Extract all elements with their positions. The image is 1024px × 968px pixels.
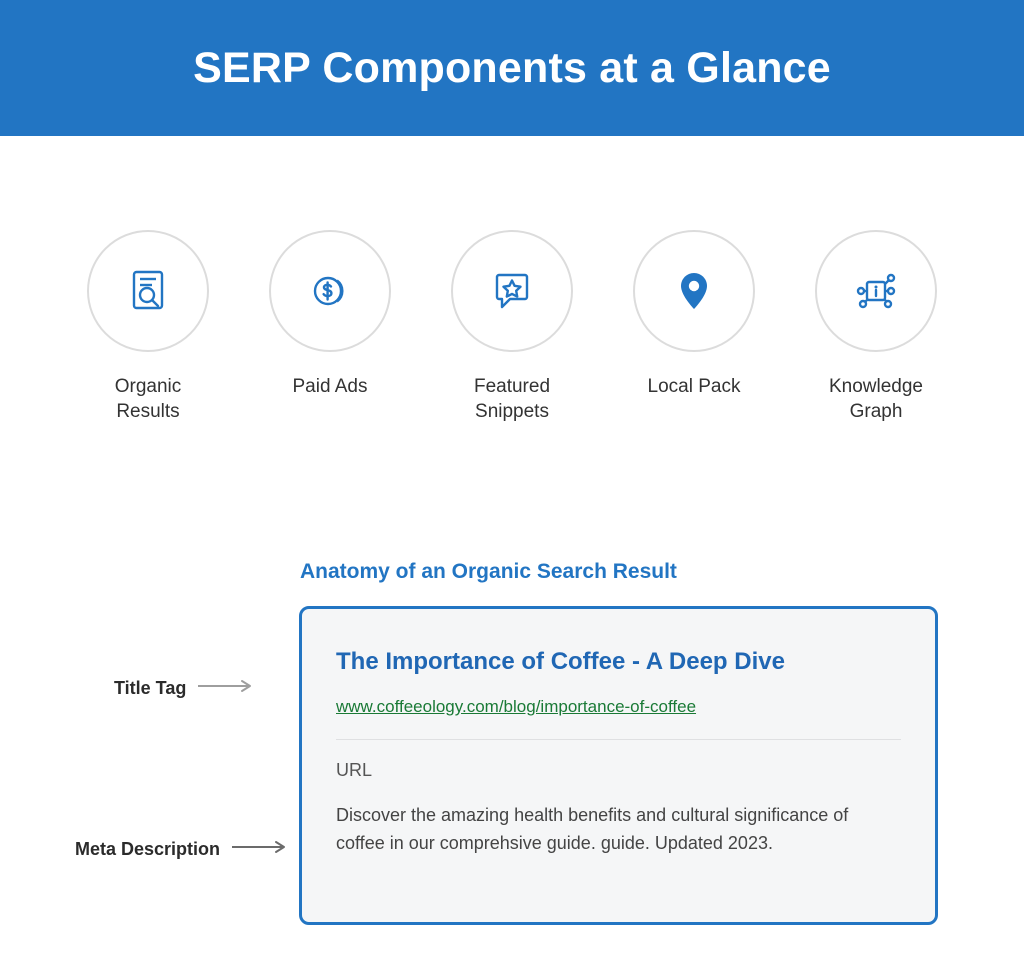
component-knowledge-graph[interactable]: [785, 230, 967, 424]
map-pin-icon: [668, 265, 720, 317]
result-url-link[interactable]: www.coffeeology.com/blog/importance-of-coffee: [336, 697, 697, 716]
component-label-line1: Organic: [114, 376, 182, 397]
component-label-line2: Graph: [849, 401, 903, 422]
callout-label: Meta Description: [75, 839, 221, 859]
result-title[interactable]: The Importance of Coffee - A Deep Dive: [336, 648, 785, 675]
component-label-line1: Knowledge: [828, 376, 924, 397]
component-label-line2: Results: [116, 401, 180, 422]
callout-label: Title Tag: [114, 678, 187, 698]
component-label-line1: Local Pack: [647, 376, 741, 397]
anatomy-heading: Anatomy of an Organic Search Result: [300, 560, 677, 583]
callout-title-tag: [114, 678, 258, 699]
result-divider: [336, 739, 901, 740]
arrow-right-icon: [198, 679, 258, 698]
component-label-line2: Snippets: [475, 401, 549, 422]
component-paid-ads[interactable]: [239, 230, 421, 399]
page-title: SERP Components at a Glance: [193, 43, 831, 92]
knowledge-node-icon: [850, 265, 902, 317]
component-organic-results[interactable]: [57, 230, 239, 424]
component-label: [648, 374, 741, 399]
component-icon-circle: [451, 230, 573, 352]
component-label: [115, 374, 182, 424]
document-search-icon: [122, 265, 174, 317]
component-icon-circle: [815, 230, 937, 352]
arrow-right-icon: [232, 840, 292, 859]
component-featured-snippets[interactable]: [421, 230, 603, 424]
component-local-pack[interactable]: [603, 230, 785, 399]
component-label: [293, 374, 368, 399]
serp-components-row: [0, 136, 1024, 424]
component-icon-circle: [87, 230, 209, 352]
component-label: [474, 374, 550, 424]
result-description: Discover the amazing health benefits and cultural significance of coffee in our comprehsive guide. guide. Updated 2023.: [336, 805, 849, 853]
coin-dollar-icon: [304, 265, 356, 317]
component-label-line1: Featured: [473, 376, 551, 397]
search-result-card: [299, 606, 938, 925]
component-label-line1: Paid Ads: [292, 376, 368, 397]
component-label: [829, 374, 923, 424]
speech-bubble-star-icon: [486, 265, 538, 317]
component-icon-circle: [269, 230, 391, 352]
component-icon-circle: [633, 230, 755, 352]
callout-meta-description: [75, 839, 292, 860]
page-header: [0, 0, 1024, 136]
result-url-label: URL: [336, 760, 373, 780]
